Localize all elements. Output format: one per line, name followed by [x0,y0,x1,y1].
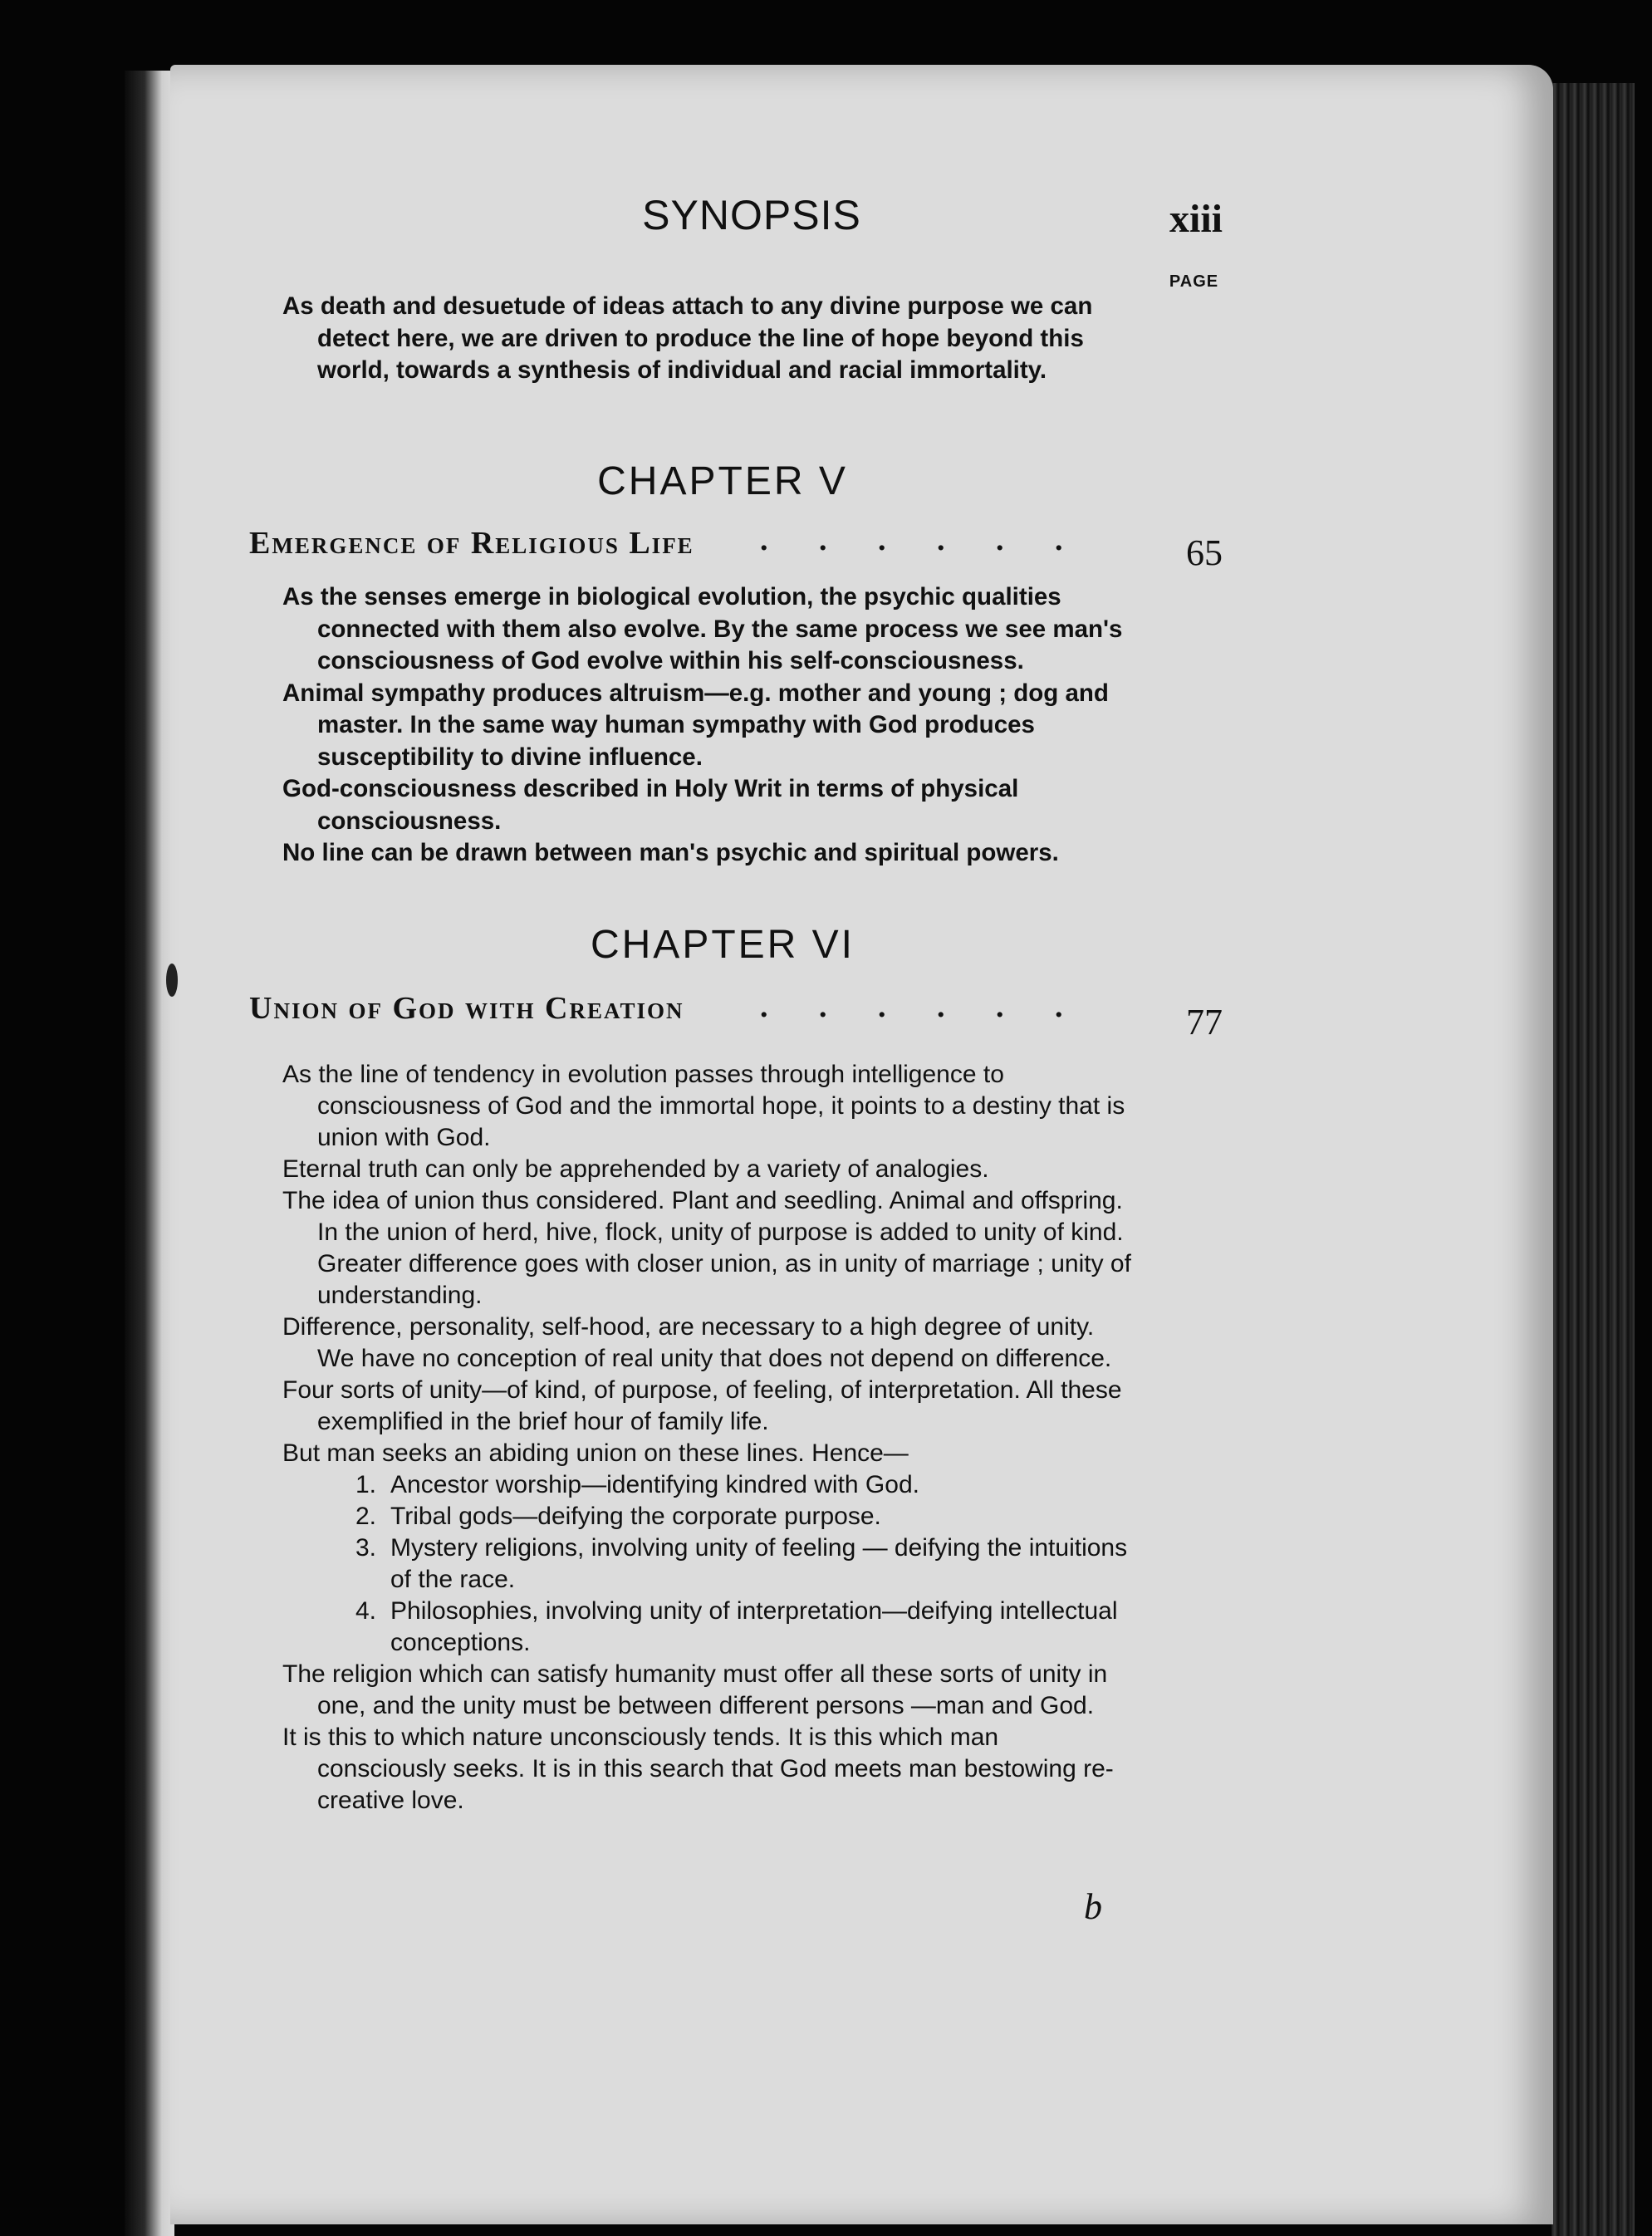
chapter-vi-paragraph: Eternal truth can only be apprehended by a variety of analogies. [282,1155,989,1183]
chapter-v-heading: CHAPTER V [597,459,848,503]
list-item [282,1532,1134,1596]
margin-blot [166,964,178,997]
chapter-v-page-number: 65 [1186,532,1223,573]
chapter-vi-paragraph: Four sorts of unity—of kind, of purpose, of feeling, of interpretation. All these exemplified in the brief hour of family life. [282,1376,1122,1435]
chapter-vi-paragraph: The religion which can satisfy humanity must offer all these sorts of unity in one, and the unity must be between different persons —man and God. [282,1660,1108,1719]
signature-mark: b [1084,1886,1102,1927]
list-item [282,1596,1134,1659]
book-page-edges [1552,83,1635,2236]
chapter-v-paragraph: God-consciousness described in Holy Writ in terms of physical consciousness. [282,775,1019,835]
chapter-vi-heading: CHAPTER VI [590,923,855,967]
intro-paragraph: As death and desuetude of ideas attach to any divine purpose we can detect here, we are driven to produce the line of hope beyond this world, towards a synthesis of individual and racial immortality. [282,292,1093,384]
chapter-vi-paragraph: As the line of tendency in evolution passes through intelligence to consciousness of God and the immortal hope, it points to a destiny that is union with God. [282,1061,1125,1151]
page-column-label: PAGE [1169,272,1219,291]
chapter-vi-paragraph: It is this to which nature unconsciously tends. It is this which man consciously seeks. It is in this search that God meets man bestowing re-creative love. [282,1724,1114,1814]
chapter-v-title: Emergence of Religious Life [249,526,694,561]
list-item-text: Tribal gods—deifying the corporate purpose. [390,1503,881,1530]
chapter-vi-title: Union of God with Creation [249,991,684,1026]
religion-forms-list [282,1469,1134,1659]
list-item-number: 2. [355,1503,377,1530]
list-item [282,1469,1134,1501]
chapter-vi-paragraph: But man seeks an abiding union on these lines. Hence— [282,1439,909,1467]
list-item-number: 1. [355,1471,377,1498]
chapter-v-paragraph: As the senses emerge in biological evolution, the psychic qualities connected with them also evolve. By the same process we see man's consciousness of God evolve within his self-consciousness. [282,583,1123,674]
chapter-vi-synopsis [282,1059,1134,1817]
list-item-text: Mystery religions, involving unity of feeling — deifying the intuitions of the race. [390,1534,1128,1593]
chapter-vi-leader-dots: . . . . . . [760,989,1085,1024]
chapter-v-leader-dots: . . . . . . [760,522,1085,557]
chapter-vi-paragraph: The idea of union thus considered. Plant and seedling. Animal and offspring. In the union of herd, hive, flock, unity of purpose is added to unity of kind. Greater difference goes with closer union, as in unity of marriage ; unity of understanding. [282,1187,1131,1309]
list-item-text: Ancestor worship—identifying kindred with God. [390,1471,919,1498]
page-numeral: xiii [1169,197,1223,241]
chapter-v-synopsis [282,581,1134,870]
list-item-number: 4. [355,1597,377,1625]
chapter-v-paragraph: No line can be drawn between man's psychic and spiritual powers. [282,839,1059,866]
chapter-v-paragraph: Animal sympathy produces altruism—e.g. mother and young ; dog and master. In the same way human sympathy with God produces susceptibility to divine influence. [282,679,1109,771]
running-head-title: SYNOPSIS [642,192,861,238]
list-item-number: 3. [355,1534,377,1562]
chapter-vi-paragraph: Difference, personality, self-hood, are necessary to a high degree of unity. We have no conception of real unity that does not depend on difference. [282,1313,1112,1372]
list-item-text: Philosophies, involving unity of interpretation—deifying intellectual conceptions. [390,1597,1118,1656]
intro-paragraph-block [282,291,1130,387]
book-binding-left [125,71,174,2236]
list-item [282,1501,1134,1532]
chapter-vi-page-number: 77 [1186,1002,1223,1042]
